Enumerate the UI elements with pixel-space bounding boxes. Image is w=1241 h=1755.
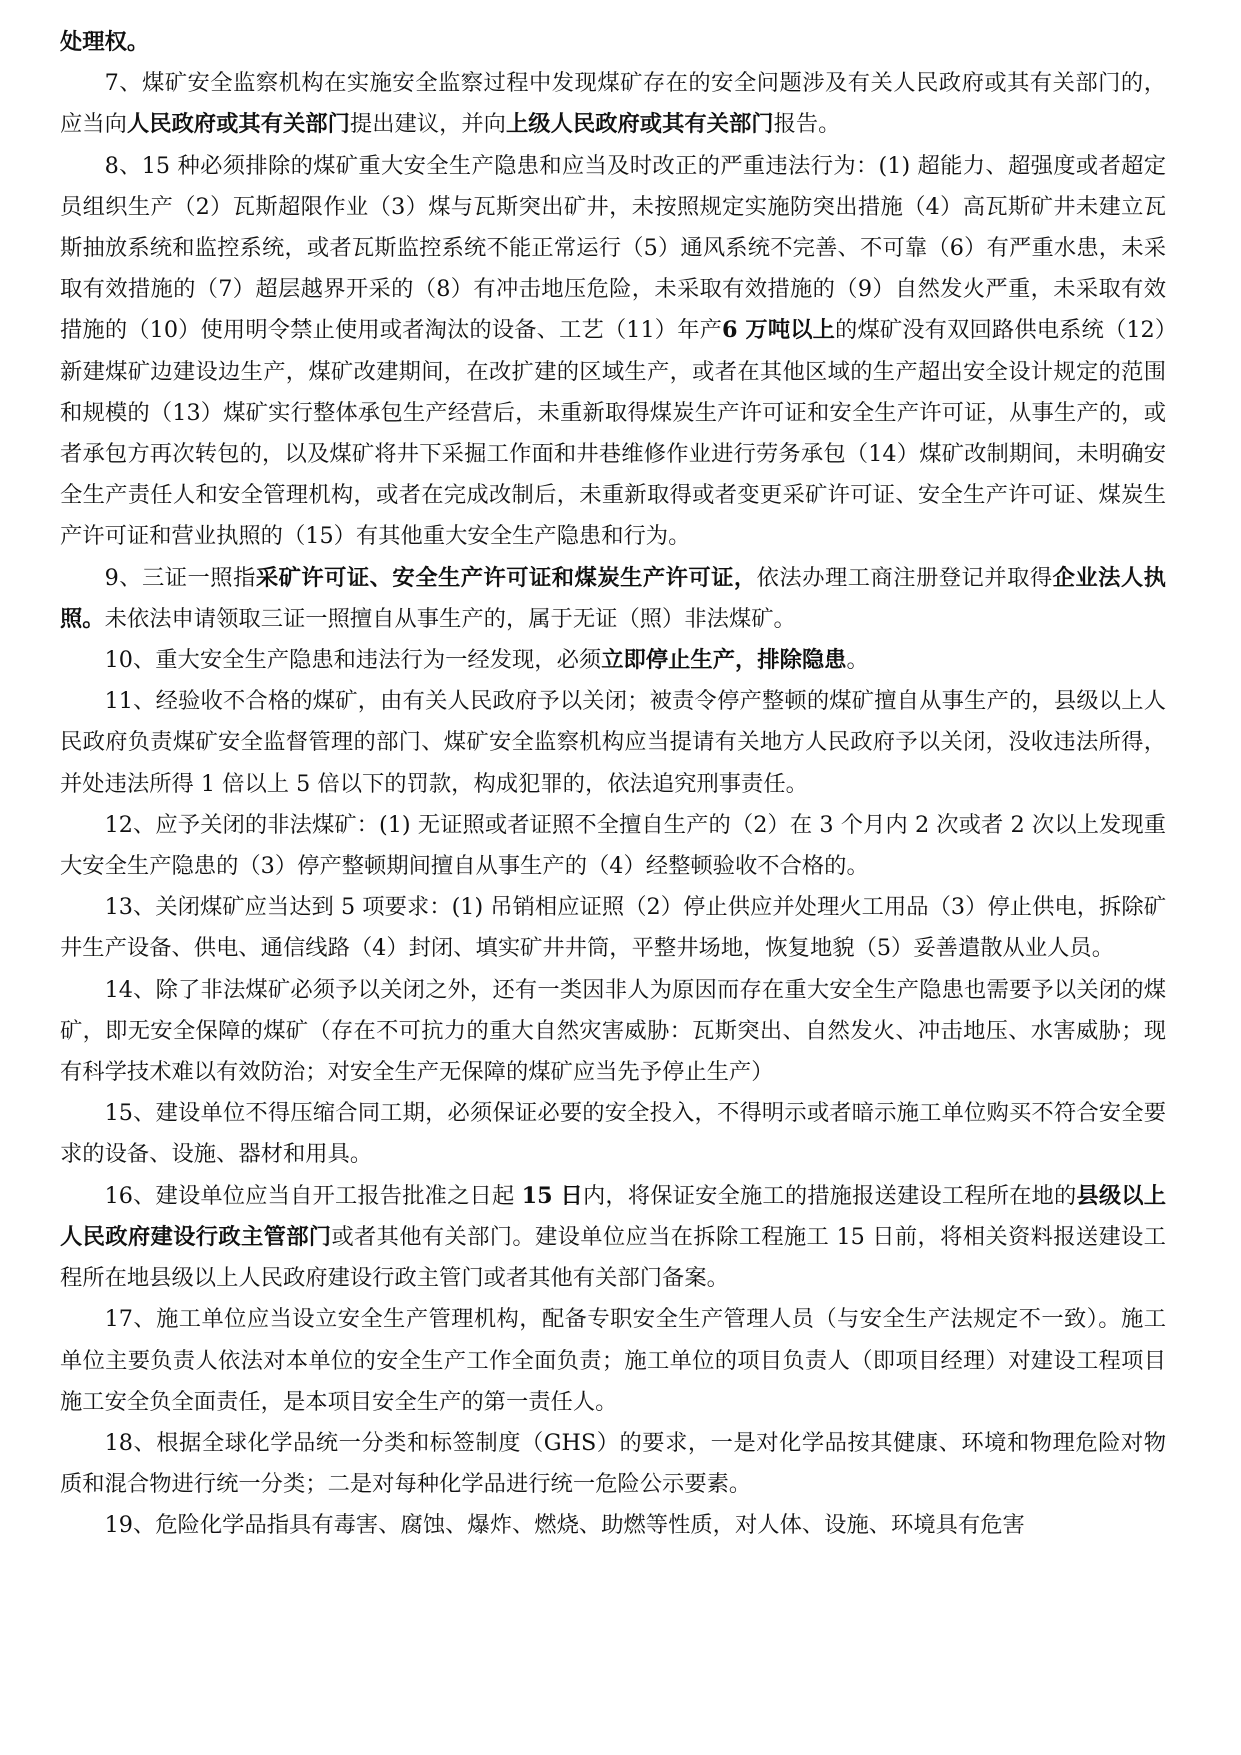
paragraph-p8 — [60, 146, 1166, 558]
text-segment: 报告。 — [773, 111, 841, 138]
paragraph-p15 — [60, 1093, 1166, 1175]
paragraph-p13 — [60, 887, 1166, 969]
text-segment: 19、危险化学品指具有毒害、腐蚀、爆炸、燃烧、助燃等性质，对人体、设施、环境具有危害 — [104, 1512, 1025, 1539]
bold-text: 上级人民政府或其有关部门 — [505, 111, 774, 138]
bold-text: 县级以上人民政府建设行政主管部门 — [60, 1182, 1166, 1250]
text-segment: 内，将保证安全施工的措施报送建设工程所在地的 — [582, 1182, 1077, 1209]
paragraph-p0 — [60, 22, 1166, 63]
bold-text: 6 万吨以上 — [722, 317, 836, 344]
text-segment: 9、三证一照指 — [104, 564, 256, 591]
document-page — [60, 22, 1166, 1547]
paragraph-p14 — [60, 970, 1166, 1094]
text-segment: 未依法申请领取三证一照擅自从事生产的，属于无证（照）非法煤矿。 — [104, 605, 796, 632]
paragraph-p9 — [60, 558, 1166, 640]
text-segment: 8、15 种必须排除的煤矿重大安全生产隐患和应当及时改正的严重违法行为：(1) 超能力、超强度或者超定员组织生产（2）瓦斯超限作业（3）煤与瓦斯突出矿井，未按照规定实施防突出措施（4）高瓦斯矿井未建立瓦斯抽放系统和监控系统，或者瓦斯监控系统不能正常运行（5）通风系统不完善、不可靠（6）有严重水患，未采取有效措施的（7）超层越界开采的（8）有冲击地压危险，未采取有效措施的（9）自然发火严重，未采取有效措施的（10）使用明令禁止使用或者淘汰的设备、工艺（11）年产 — [60, 152, 1166, 344]
paragraph-p12 — [60, 805, 1166, 887]
bold-text: 企业法人执照。 — [60, 564, 1166, 632]
text-segment: 依法办理工商注册登记并取得 — [756, 564, 1053, 591]
bold-text: 人民政府或其有关部门 — [126, 111, 350, 138]
paragraph-p11 — [60, 681, 1166, 805]
text-segment: 7、煤矿安全监察机构在实施安全监察过程中发现煤矿存在的安全问题涉及有关人民政府或其有关部门的，应当向 — [60, 70, 1166, 138]
bold-text: 处理权。 — [60, 29, 150, 55]
bold-text: 15 日 — [521, 1182, 583, 1209]
text-segment: 15、建设单位不得压缩合同工期，必须保证必要的安全投入，不得明示或者暗示施工单位购买不符合安全要求的设备、设施、器材和用具。 — [60, 1100, 1166, 1168]
text-segment: 10、重大安全生产隐患和违法行为一经发现，必须 — [104, 647, 602, 674]
text-segment: 11、经验收不合格的煤矿，由有关人民政府予以关闭；被责令停产整顿的煤矿擅自从事生产的，县级以上人民政府负责煤矿安全监督管理的部门、煤矿安全监察机构应当提请有关地方人民政府予以关闭，没收违法所得，并处违法所得 1 倍以上 5 倍以下的罚款，构成犯罪的，依法追究刑事责任。 — [60, 688, 1166, 797]
text-segment: 的煤矿没有双回路供电系统（12）新建煤矿边建设边生产，煤矿改建期间，在改扩建的区域生产，或者在其他区域的生产超出安全设计规定的范围和规模的（13）煤矿实行整体承包生产经营后，未重新取得煤炭生产许可证和安全生产许可证，从事生产的，或者承包方再次转包的，以及煤矿将井下采掘工作面和井巷维修作业进行劳务承包（14）煤矿改制期间，未明确安全生产责任人和安全管理机构，或者在完成改制后，未重新取得或者变更采矿许可证、安全生产许可证、煤炭生产许可证和营业执照的（15）有其他重大安全生产隐患和行为。 — [60, 317, 1166, 550]
paragraph-p17 — [60, 1299, 1166, 1423]
text-segment: 13、关闭煤矿应当达到 5 项要求：(1) 吊销相应证照（2）停止供应并处理火工用品（3）停止供电，拆除矿井生产设备、供电、通信线路（4）封闭、填实矿井井筒，平整井场地，恢复地貌（5）妥善遣散从业人员。 — [60, 894, 1166, 962]
text-segment: 。 — [846, 647, 869, 674]
bold-text: 采矿许可证、安全生产许可证和煤炭生产许可证， — [255, 564, 757, 591]
bold-text: 立即停止生产，排除隐患 — [601, 647, 847, 674]
text-segment: 16、建设单位应当自开工报告批准之日起 — [104, 1182, 522, 1209]
paragraph-p19 — [60, 1505, 1166, 1546]
text-segment: 14、除了非法煤矿必须予以关闭之外，还有一类因非人为原因而存在重大安全生产隐患也需要予以关闭的煤矿，即无安全保障的煤矿（存在不可抗力的重大自然灾害威胁：瓦斯突出、自然发火、冲击地压、水害威胁；现有科学技术难以有效防治；对安全生产无保障的煤矿应当先予停止生产） — [60, 976, 1166, 1086]
text-segment: 17、施工单位应当设立安全生产管理机构，配备专职安全生产管理人员（与安全生产法规定不一致）。施工单位主要负责人依法对本单位的安全生产工作全面负责；施工单位的项目负责人（即项目经理）对建设工程项目施工安全负全面责任，是本项目安全生产的第一责任人。 — [60, 1306, 1166, 1415]
text-segment: 或者其他有关部门。建设单位应当在拆除工程施工 15 日前，将相关资料报送建设工程所在地县级以上人民政府建设行政主管门或者其他有关部门备案。 — [60, 1223, 1166, 1292]
paragraph-p16 — [60, 1176, 1166, 1300]
text-segment: 提出建议，并向 — [349, 111, 506, 138]
paragraph-p18 — [60, 1423, 1166, 1505]
text-segment: 12、应予关闭的非法煤矿：(1) 无证照或者证照不全擅自生产的（2）在 3 个月内 2 次或者 2 次以上发现重大安全生产隐患的（3）停产整顿期间擅自从事生产的（4）经整顿验收不合格的。 — [60, 811, 1166, 880]
paragraph-p10 — [60, 640, 1166, 681]
paragraph-p7 — [60, 63, 1166, 145]
text-segment: 18、根据全球化学品统一分类和标签制度（GHS）的要求，一是对化学品按其健康、环境和物理危险对物质和混合物进行统一分类；二是对每种化学品进行统一危险公示要素。 — [60, 1429, 1166, 1498]
